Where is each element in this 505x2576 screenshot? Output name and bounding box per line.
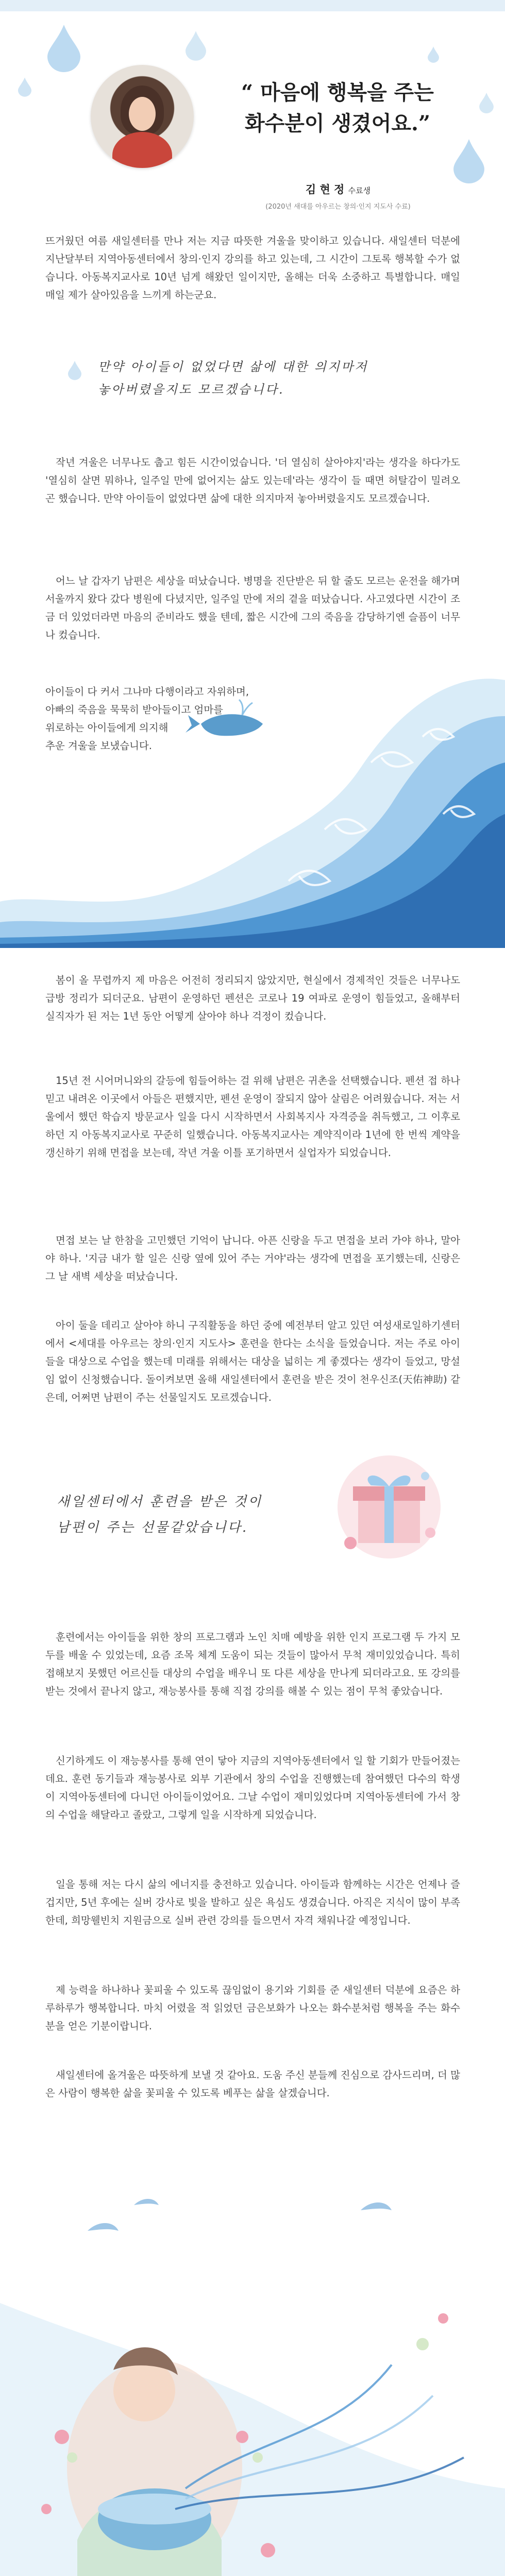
paragraph-3: 어느 날 갑자기 남편은 세상을 떠났습니다. 병명을 진단받은 뒤 할 줄도 모르는 운전을 해가며 서울까지 왔다 갔다 병원에 다녔지만, 일주일 만에 저의 곁을 떠났습니다. 사고였다면 시간이 조금 더 있었더라면 마음의 준비라도 했을 텐데, 짧은 시간에 그의 죽음을 감당하기엔 슬픔이 너무나 컸습니다. (45, 575, 460, 641)
paragraph-5: 15년 전 시어머니와의 갈등에 힘들어하는 걸 위해 남편은 귀촌을 선택했습니다. 펜션 접 하나 믿고 내려온 이곳에서 아들은 편했지만, 펜션 운영이 잘되지 않아 살림은 어려웠습니다. 저는 서울에서 했던 학습지 방문교사 일을 다시 시작하면서 사회복지사 자격증을 취득했고, 그 이후로 하던 지 아동복지교사로 꾸준히 일했습니다. 아동복지교사는 계약직이라 1년에 한 번씩 계약을 갱신하기 위해 면접을 보는데, 작년 겨울 이틀 포기하면서 실업자가 되었습니다. (45, 1075, 460, 1159)
author-description: (2020년 새대를 아우르는 창의·인지 지도사 수료) (265, 203, 411, 211)
author-name: 김 현 정 수료생 (305, 183, 371, 196)
bottom-illustration (0, 2148, 505, 2576)
paragraph-2: 작년 겨울은 너무나도 춥고 힘든 시간이었습니다. '더 열심히 살아야지'라는 생각을 하다가도 '열심히 살면 뭐하나, 일주일 만에 없어지는 삶도 있는데'라는 생각이 들 때면 허탈감이 밀려오곤 했습니다. 만약 아이들이 없었다면 삶에 대한 의지마저 놓아버렸을지도 모르겠습니다. (45, 456, 460, 504)
droplet-icon (47, 25, 80, 72)
paragraph-3-line-b: 아이들이 다 커서 그나마 다행이라고 자위하며, (45, 686, 249, 698)
paragraph-3-line-c: 아빠의 죽음을 묵묵히 받아들이고 엄마를 (45, 704, 224, 716)
droplet-icon (428, 46, 439, 63)
bird-icon (88, 2199, 392, 2231)
paragraph-1: 뜨거웠던 여름 새일센터를 만나 저는 지금 따뜻한 겨울을 맞이하고 있습니다. 새일센터 덕분에 지난달부터 지역아동센터에서 창의·인지 강의를 하고 있는데, 그 시간이 그토록 행복할 수가 없습니다. 아동복지교사로 10년 넘게 해왔던 일이지만, 올해는 더욱 소중하고 특별합니다. 매일 매일 제가 살아있음을 느끼게 하는군요. (45, 235, 460, 301)
paragraph-3-line-e: 추운 겨울을 보냈습니다. (45, 740, 152, 752)
droplet-icon (479, 93, 494, 113)
droplet-icon (68, 361, 81, 380)
gift-box-icon (330, 1445, 448, 1564)
top-band (0, 0, 505, 11)
author-photo (91, 65, 194, 168)
paragraph-6: 면접 보는 날 한참을 고민했던 기억이 납니다. 아픈 신랑을 두고 면접을 보러 가야 하나, 말아야 하나. '지금 내가 할 일은 신랑 옆에 있어 주는 거야'라는 생각에 면접을 포기했는데, 신랑은 그 날 새벽 세상을 떠났습니다. (45, 1234, 460, 1282)
paragraph-4: 봄이 올 무렵까지 제 마음은 어전히 정리되지 않았지만, 현실에서 경제적인 것들은 너무나도 급방 정리가 되더군요. 남편이 운영하던 펜션은 코로나 19 여파로 운영이 힘들었고, 올해부터 실직자가 된 저는 1년 동안 어떻게 살아야 하나 걱정이 컸습니다. (45, 974, 460, 1022)
paragraph-3-line-d: 위로하는 아이들에게 의지해 (45, 722, 169, 734)
whale-icon (186, 700, 263, 736)
droplet-icon (18, 77, 31, 97)
handwritten-quote-2: 새일센터에서 훈련을 받은 것이 남편이 주는 선물같았습니다. (57, 1494, 263, 1535)
title-line-2: 화수분이 생겼어요.” (245, 111, 430, 135)
title-line-1: “ 마음에 행복을 주는 (241, 80, 434, 105)
handwritten-quote-1: 만약 아이들이 없었다면 삶에 대한 의지마저 놓아버렸을지도 모르겠습니다. (98, 360, 368, 397)
page-title (204, 77, 472, 139)
author-role: 수료생 (348, 186, 371, 195)
paragraph-10: 일을 통해 저는 다시 삶의 에너지를 충전하고 있습니다. 아이들과 함께하는 시간은 언제나 즐겁지만, 5년 후에는 실버 강사로 빛을 발하고 싶은 욕심도 생겼습니다. 아직은 지식이 많이 부족한데, 희망웰빈치 지원금으로 실버 관련 강의를 들으면서 자격 채워나갈 예정입니다. (45, 1878, 460, 1926)
paragraph-8: 훈련에서는 아이들을 위한 창의 프로그램과 노인 치매 예방을 위한 인지 프로그램 두 가지 모두를 배울 수 있었는데, 요즘 조목 체계 도움이 되는 것들이 많아서 무척 재미있었습니다. 특히 접해보지 못했던 어르신들 대상의 수업을 배우니 또 다른 세상을 만나게 되더라고요. 또 강의를 받는 것에서 끝나지 않고, 재능봉사를 통해 직접 강의를 해볼 수 있는 점이 무척 좋았습니다. (45, 1631, 460, 1697)
paragraph-12: 새일센터에 올겨울은 따뜻하게 보낼 것 같아요. 도움 주신 분들께 진심으로 감사드리며, 더 많은 사람이 행복한 삶을 꽃피울 수 있도록 베푸는 삶을 살겠습니다. (45, 2069, 460, 2099)
paragraph-7: 아이 둘을 데리고 살아야 하니 구직활동을 하던 중에 예전부터 알고 있던 여성새로일하기센터에서 <세대를 아우르는 창의·인지 지도사> 훈련을 한다는 소식을 들었습니다. 저는 주로 아이들을 대상으로 수업을 했는데 미래를 위해서는 대상을 넓히는 게 좋겠다는 생각이 들었고, 망설임 없이 신청했습니다. 돌이켜보면 올해 새일센터에서 훈련을 받은 것이 천우신조(天佑神助) 같은데, 어쩌면 남편이 주는 선물일지도 모르겠습니다. (45, 1319, 460, 1403)
paragraph-9: 신기하게도 이 재능봉사를 통해 연이 닿아 지금의 지역아동센터에서 일 할 기회가 만들어졌는데요. 훈련 동기들과 재능봉사로 외부 기관에서 창의 수업을 진행했는데 참여했던 다수의 학생이 지역아동센터에 다니던 아이들이었어요. 그날 수업이 재미있었다며 지역아동센터에 가서 창의 수업을 해달라고 졸랐고, 그렇게 일을 시작하게 되었습니다. (45, 1755, 460, 1821)
droplet-icon (186, 31, 206, 61)
droplet-icon (453, 139, 484, 183)
paragraph-11: 제 능력을 하나하나 꽃피울 수 있도록 끊임없이 용기와 기회를 준 새일센터 덕분에 요즘은 하루하루가 행복합니다. 마치 어렸을 적 읽었던 금은보화가 나오는 화수분처럼 행복을 주는 화수분을 얻은 기분이랍니다. (45, 1984, 460, 2032)
ocean-wave-illustration (0, 659, 505, 948)
